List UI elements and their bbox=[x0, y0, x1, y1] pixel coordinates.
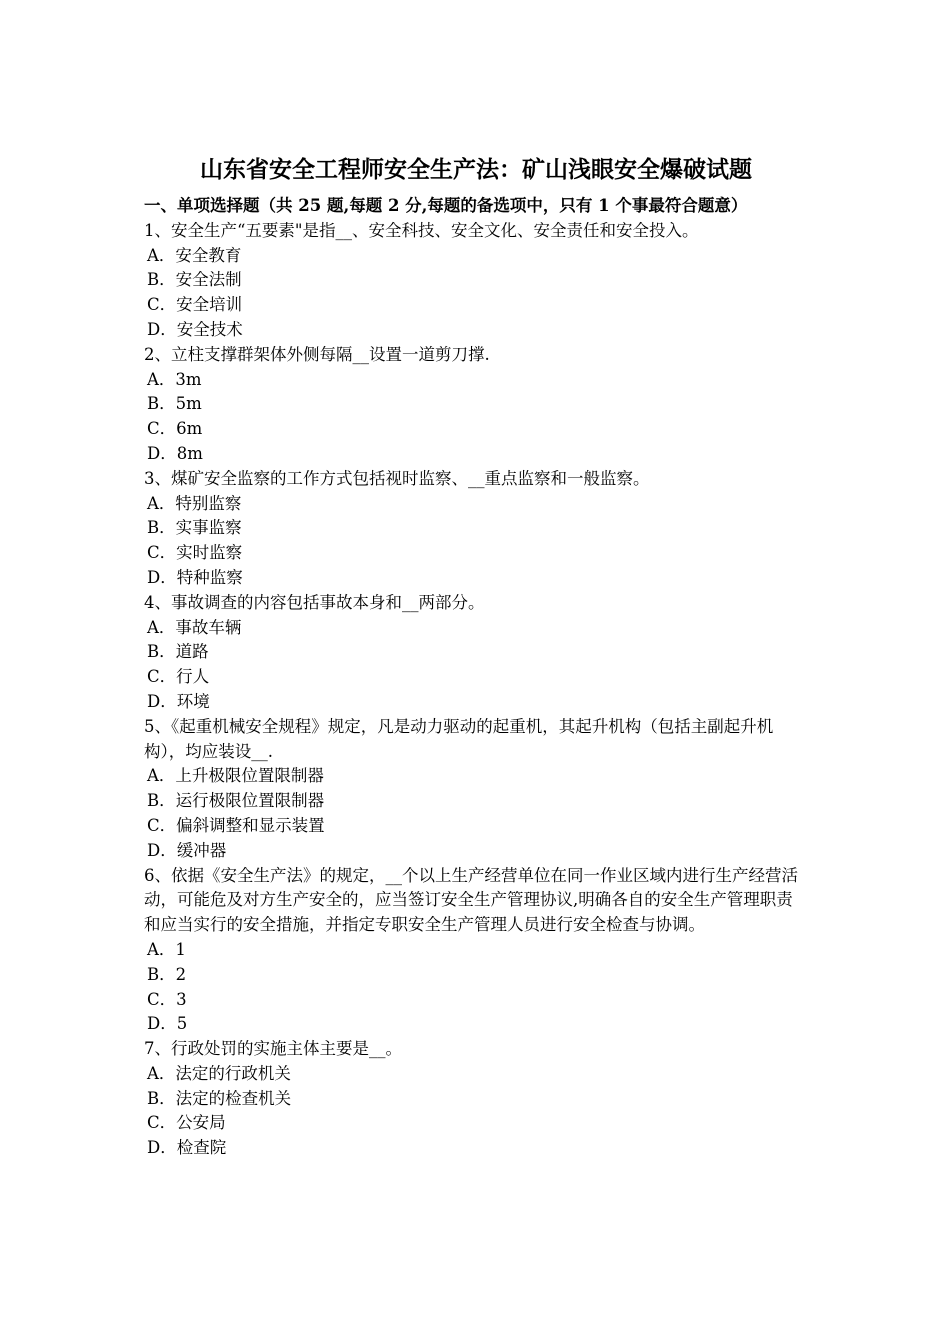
question-6 bbox=[144, 864, 808, 1038]
option-b: B．5m bbox=[147, 394, 202, 414]
question-stem: 5、《起重机械安全规程》规定，凡是动力驱动的起重机，其起升机构（包括主副起升机构），均应装设__. bbox=[144, 716, 774, 761]
question-stem: 2、立柱支撑群架体外侧每隔__设置一道剪刀撑. bbox=[144, 344, 490, 364]
option-d: D．安全技术 bbox=[147, 319, 243, 339]
option-c: C．公安局 bbox=[147, 1113, 226, 1133]
option-b: B．道路 bbox=[147, 642, 209, 662]
question-7 bbox=[144, 1037, 808, 1161]
option-d: D．特种监察 bbox=[147, 567, 243, 587]
question-2 bbox=[144, 343, 808, 467]
option-b: B．法定的检查机关 bbox=[147, 1088, 292, 1108]
question-stem: 6、依据《安全生产法》的规定，__个以上生产经营单位在同一作业区域内进行生产经营活动，可能危及对方生产安全的，应当签订安全生产管理协议,明确各自的安全生产管理职责和应当实行的安全措施，并指定专职安全生产管理人员进行安全检查与协调。 bbox=[144, 865, 798, 935]
question-stem: 7、行政处罚的实施主体主要是__。 bbox=[144, 1039, 402, 1059]
question-stem: 1、安全生产“五要素"是指__、安全科技、安全文化、安全责任和安全投入。 bbox=[144, 220, 699, 240]
option-a: A．安全教育 bbox=[147, 245, 242, 265]
question-1 bbox=[144, 219, 808, 343]
question-stem: 4、事故调查的内容包括事故本身和__两部分。 bbox=[144, 592, 485, 612]
option-b: B．运行极限位置限制器 bbox=[147, 791, 325, 811]
option-a: A．特别监察 bbox=[147, 493, 242, 513]
question-5 bbox=[144, 715, 808, 864]
option-a: A．法定的行政机关 bbox=[147, 1063, 291, 1083]
option-d: D．5 bbox=[147, 1014, 188, 1034]
section-heading: 一、单项选择题（共 25 题,每题 2 分,每题的备选项中，只有 1 个事最符合题意） bbox=[144, 196, 748, 215]
question-stem: 3、煤矿安全监察的工作方式包括视时监察、__重点监察和一般监察。 bbox=[144, 468, 650, 488]
document-title: 山东省安全工程师安全生产法：矿山浅眼安全爆破试题 bbox=[200, 156, 752, 183]
option-c: C．3 bbox=[147, 989, 187, 1009]
question-3 bbox=[144, 467, 808, 591]
option-a: A．上升极限位置限制器 bbox=[147, 766, 324, 786]
option-a: A．1 bbox=[147, 939, 186, 959]
option-d: D．环境 bbox=[147, 691, 210, 711]
option-b: B．安全法制 bbox=[147, 270, 242, 290]
option-c: C．实时监察 bbox=[147, 543, 243, 563]
option-a: A．事故车辆 bbox=[147, 617, 242, 637]
document-content bbox=[144, 154, 808, 1161]
option-b: B．2 bbox=[147, 964, 187, 984]
option-d: D．8m bbox=[147, 443, 203, 463]
option-a: A．3m bbox=[147, 369, 202, 389]
option-c: C．行人 bbox=[147, 667, 210, 687]
option-d: D．缓冲器 bbox=[147, 840, 227, 860]
option-c: C．安全培训 bbox=[147, 295, 243, 315]
option-c: C．偏斜调整和显示装置 bbox=[147, 815, 325, 835]
option-c: C．6m bbox=[147, 419, 203, 439]
option-b: B．实事监察 bbox=[147, 518, 242, 538]
option-d: D．检查院 bbox=[147, 1138, 227, 1158]
question-4 bbox=[144, 591, 808, 715]
